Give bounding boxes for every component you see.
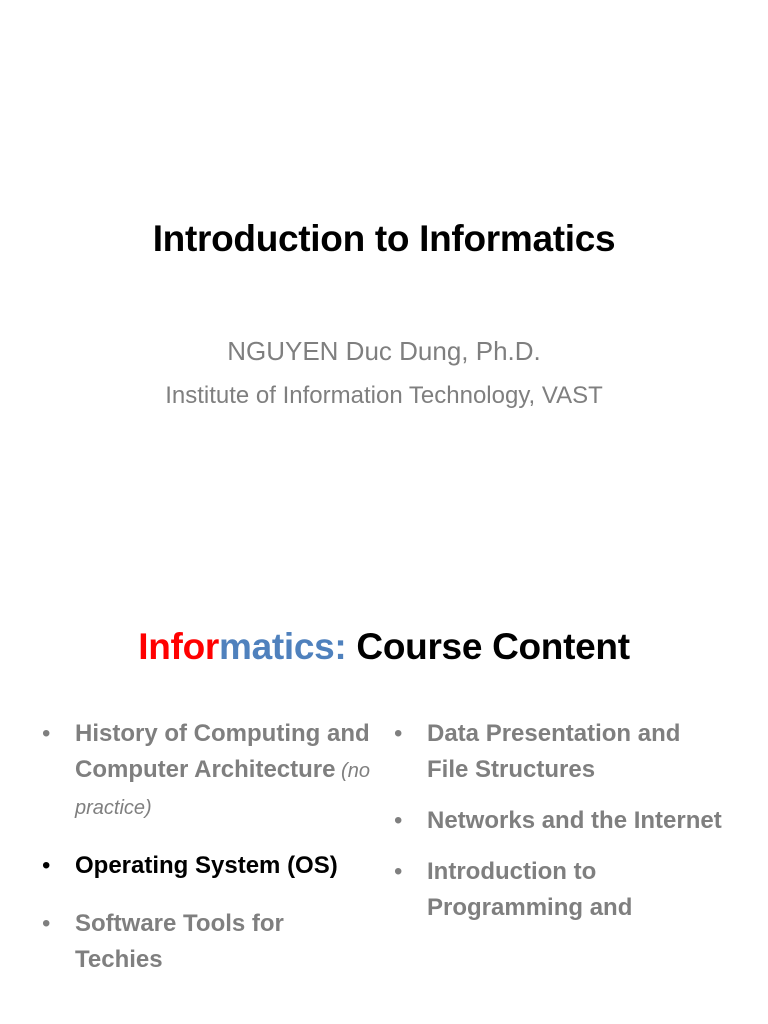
list-item-text: History of Computing and Computer Architecture <box>75 720 370 783</box>
title-blue-part: matics: <box>218 626 347 667</box>
list-item-note: (no practice) <box>75 760 370 819</box>
content-slide <box>0 576 768 1024</box>
list-item-text: Introduction to Programming and <box>427 858 633 921</box>
bullet-icon: • <box>394 858 403 885</box>
list-item <box>42 716 372 826</box>
title-red-part: Infor <box>138 626 219 667</box>
list-item-text: Operating System (OS) <box>75 852 338 879</box>
list-item-text: Data Presentation and File Structures <box>427 720 681 783</box>
list-item <box>42 906 372 978</box>
list-item-text: Software Tools for Techies <box>75 910 284 973</box>
author-name: NGUYEN Duc Dung, Ph.D. <box>227 336 541 366</box>
bullet-icon: • <box>394 720 403 747</box>
list-item <box>42 848 372 884</box>
title-black-part: Course Content <box>346 626 630 667</box>
bullet-icon: • <box>394 807 403 834</box>
list-item <box>394 803 724 839</box>
institute-name: Institute of Information Technology, VAST <box>165 382 603 409</box>
left-bullet-column <box>42 716 372 993</box>
right-bullet-column <box>394 716 724 941</box>
list-item <box>394 854 724 926</box>
slide-title: Introduction to Informatics <box>152 218 616 259</box>
course-content-title <box>0 626 768 668</box>
bullet-icon: • <box>42 852 51 879</box>
bullet-icon: • <box>42 910 51 937</box>
list-item-text: Networks and the Internet <box>427 807 722 834</box>
list-item <box>394 716 724 788</box>
bullet-icon: • <box>42 720 51 747</box>
